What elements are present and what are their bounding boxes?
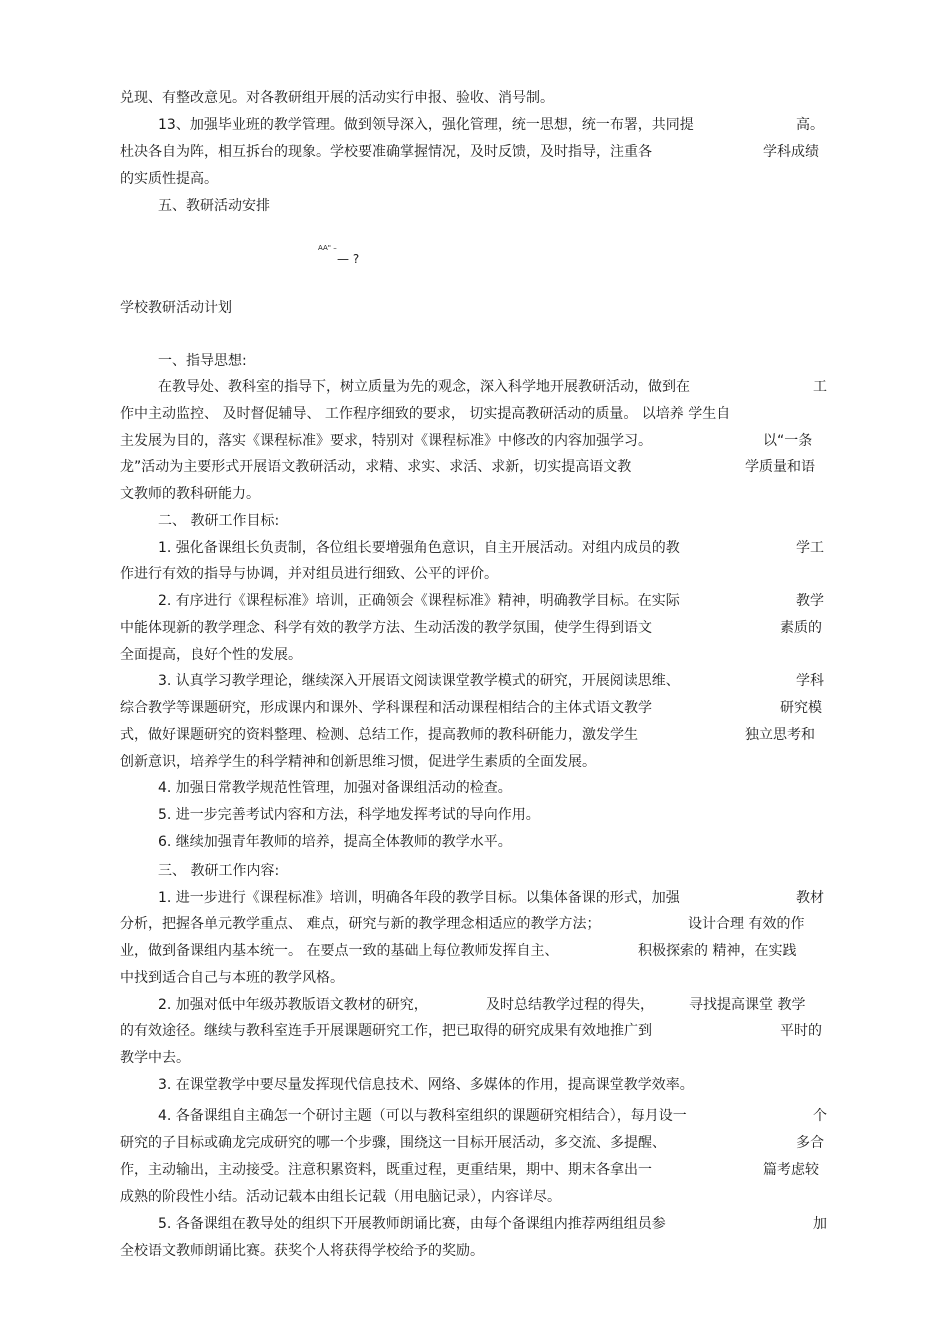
paragraph-line: 3. 认真学习教学理论，继续深入开展语文阅读课堂教学模式的研究，开展阅读思维、 xyxy=(158,673,680,689)
paragraph-line: 全面提高，良好个性的发展。 xyxy=(120,647,302,663)
paragraph-line: 多合 xyxy=(796,1135,824,1151)
paragraph-line: 中找到适合自己与本班的教学风格。 xyxy=(120,970,344,986)
paragraph-line: 高。 xyxy=(796,117,824,133)
paragraph-line: 分析，把握各单元教学重点、 难点，研究与新的教学理念相适应的教学方法； xyxy=(120,916,601,932)
paragraph-line: 杜决各自为阵，相互拆台的现象。学校要准确掌握情况，及时反馈，及时指导，注重各 xyxy=(120,144,652,160)
paragraph-line: 研究的子目标或确龙完成研究的哪一个步骤，围绕这一目标开展活动，多交流、多提醒、 xyxy=(120,1135,666,1151)
paragraph-line: 工 xyxy=(813,379,827,395)
small-mark: — ? xyxy=(337,252,360,266)
paragraph-line: 13、加强毕业班的教学管理。做到领导深入，强化管理，统一思想，统一布署，共同提 xyxy=(158,117,694,133)
section-heading: 三、 教研工作内容: xyxy=(158,863,280,879)
paragraph-line: 1. 强化备课组长负责制，各位组长要增强角色意识，自主开展活动。对组内成员的教 xyxy=(158,540,680,556)
paragraph-line: 作进行有效的指导与协调，并对组员进行细致、公平的评价。 xyxy=(120,566,498,582)
paragraph-line: 以“一条 xyxy=(763,433,813,449)
paragraph-line: 主发展为目的，落实《课程标准》要求，特别对《课程标准》中修改的内容加强学习。 xyxy=(120,433,652,449)
paragraph-line: 独立思考和 xyxy=(745,727,815,743)
paragraph-line: 业，做到备课组内基本统一。 在要点一致的基础上每位教师发挥自主、 xyxy=(120,943,559,959)
paragraph-line: 1. 进一步进行《课程标准》培训，明确各年段的教学目标。以集体备课的形式，加强 xyxy=(158,890,680,906)
paragraph-line: 3. 在课堂教学中要尽量发挥现代信息技术、网络、多媒体的作用，提高课堂教学效率。 xyxy=(158,1077,694,1093)
paragraph-line: 寻找提高课堂 教学 xyxy=(689,997,806,1013)
paragraph-line: 综合教学等课题研究，形成课内和课外、学科课程和活动课程相结合的主体式语文教学 xyxy=(120,700,652,716)
paragraph-line: 素质的 xyxy=(780,620,822,636)
paragraph-line: 作，主动输出，主动接受。注意积累资料，既重过程，更重结果，期中、期末各拿出一 xyxy=(120,1162,652,1178)
paragraph-line: 龙”活动为主要形式开展语文教研活动，求精、求实、求活、求新，切实提高语文教 xyxy=(120,459,632,475)
paragraph-line: 成熟的阶段性小结。活动记载本由组长记载（用电脑记录），内容详尽。 xyxy=(120,1189,561,1205)
paragraph-line: 5. 各备课组在教导处的组织下开展教师朗诵比赛，由每个备课组内推荐两组组员参 xyxy=(158,1216,666,1232)
paragraph-line: 加 xyxy=(813,1216,827,1232)
paragraph-line: 创新意识，培养学生的科学精神和创新思维习惯，促进学生素质的全面发展。 xyxy=(120,754,596,770)
section-heading: 二、 教研工作目标: xyxy=(158,513,280,529)
paragraph-line: 文教师的教科研能力。 xyxy=(120,486,260,502)
section-heading: 一、指导思想: xyxy=(158,353,247,369)
section-heading: 五、教研活动安排 xyxy=(158,198,270,214)
paragraph-line: 学工 xyxy=(796,540,824,556)
document-title: 学校教研活动计划 xyxy=(120,300,232,316)
paragraph-line: 个 xyxy=(813,1108,827,1124)
paragraph-line: 5. 进一步完善考试内容和方法，科学地发挥考试的导向作用。 xyxy=(158,807,540,823)
paragraph-line: 教学 xyxy=(796,593,824,609)
paragraph-line: 学科 xyxy=(796,673,824,689)
paragraph-line: 研究模 xyxy=(780,700,822,716)
paragraph-line: 学科成绩 xyxy=(763,144,819,160)
paragraph-line: 平时的 xyxy=(780,1023,822,1039)
paragraph-line: 教学中去。 xyxy=(120,1050,190,1066)
paragraph-line: 兑现、有整改意见。对各教研组开展的活动实行申报、验收、消号制。 xyxy=(120,90,554,106)
paragraph-line: 的实质性提高。 xyxy=(120,171,218,187)
paragraph-line: 2. 有序进行《课程标准》培训，正确领会《课程标准》精神，明确教学目标。在实际 xyxy=(158,593,680,609)
paragraph-line: 在教导处、教科室的指导下，树立质量为先的观念，深入科学地开展教研活动，做到在 xyxy=(158,379,690,395)
paragraph-line: 4. 加强日常教学规范性管理，加强对备课组活动的检查。 xyxy=(158,780,512,796)
paragraph-line: 中能体现新的教学理念、科学有效的教学方法、生动活泼的教学氛围，使学生得到语文 xyxy=(120,620,652,636)
paragraph-line: 篇考虑较 xyxy=(763,1162,819,1178)
paragraph-line: 2. 加强对低中年级苏教版语文教材的研究， xyxy=(158,997,428,1013)
paragraph-line: 学质量和语 xyxy=(745,459,815,475)
small-mark: AA" – xyxy=(318,244,337,252)
paragraph-line: 积极探索的 精神，在实践 xyxy=(638,943,797,959)
paragraph-line: 4. 各备课组自主确怎一个研讨主题（可以与教科室组织的课题研究相结合），每月设一 xyxy=(158,1108,687,1124)
paragraph-line: 式，做好课题研究的资料整理、检测、总结工作，提高教师的教科研能力，激发学生 xyxy=(120,727,638,743)
paragraph-line: 全校语文教师朗诵比赛。获奖个人将获得学校给予的奖励。 xyxy=(120,1243,484,1259)
paragraph-line: 的有效途径。继续与教科室连手开展课题研究工作，把已取得的研究成果有效地推广到 xyxy=(120,1023,652,1039)
paragraph-line: 教材 xyxy=(796,890,824,906)
paragraph-line: 6. 继续加强青年教师的培养，提高全体教师的教学水平。 xyxy=(158,834,512,850)
paragraph-line: 及时总结教学过程的得失， xyxy=(486,997,654,1013)
paragraph-line: 设计合理 有效的作 xyxy=(688,916,805,932)
paragraph-line: 作中主动监控、 及时督促辅导、 工作程序细致的要求， 切实提高教研活动的质量。 以培养 学生自 xyxy=(120,406,731,422)
